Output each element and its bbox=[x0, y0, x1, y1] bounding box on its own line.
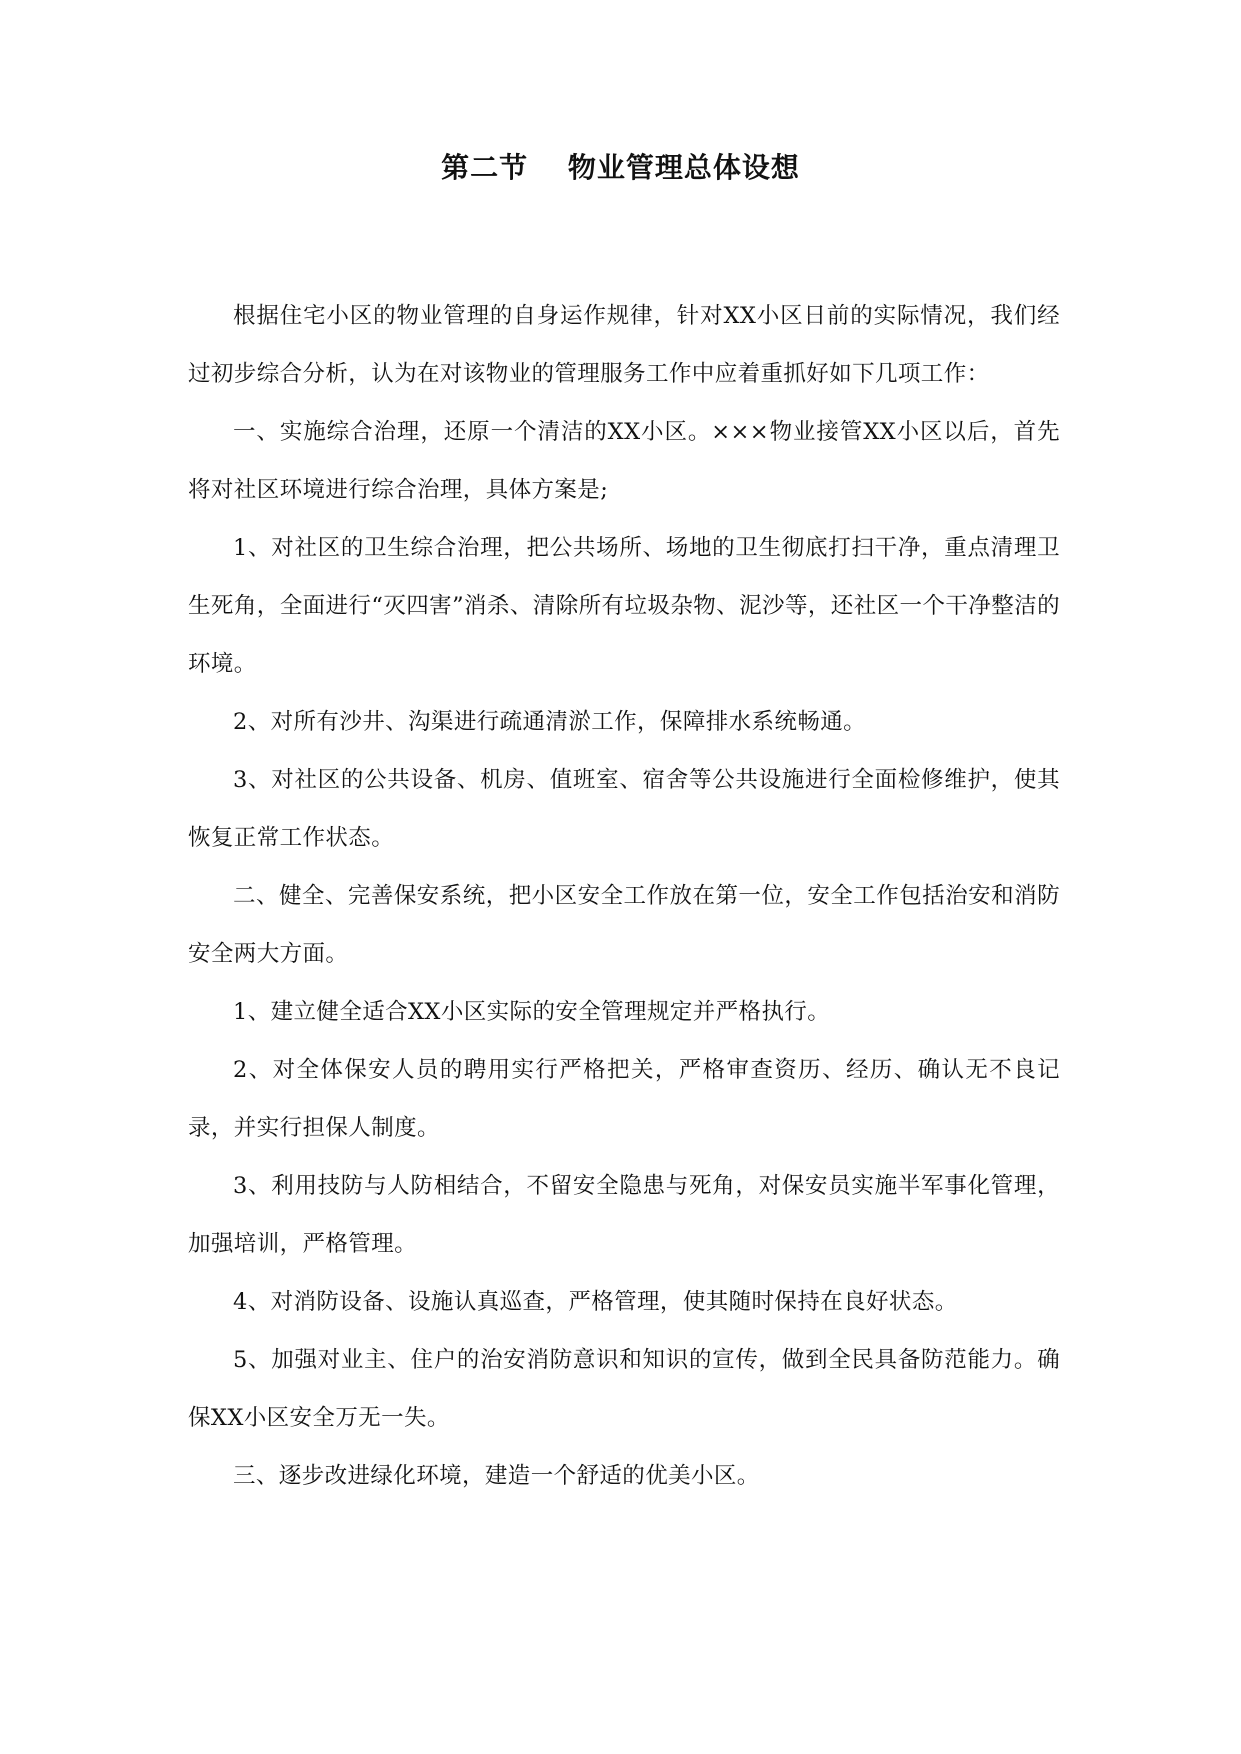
paragraph-item-one: 一、实施综合治理，还原一个清洁的XX小区。×××物业接管XX小区以后，首先将对社区环境进行综合治理，具体方案是; bbox=[188, 419, 1060, 503]
paragraph-item-two-1: 1、建立健全适合XX小区实际的安全管理规定并严格执行。 bbox=[233, 999, 831, 1025]
paragraph-item-three: 三、逐步改进绿化环境，建造一个舒适的优美小区。 bbox=[233, 1463, 760, 1489]
paragraph-item-two-5: 5、加强对业主、住户的治安消防意识和知识的宣传，做到全民具备防范能力。确保XX小区安全万无一失。 bbox=[188, 1347, 1060, 1431]
paragraph-item-one-2: 2、对所有沙井、沟渠进行疏通清淤工作，保障排水系统畅通。 bbox=[233, 709, 867, 735]
paragraph-item-two-2: 2、对全体保安人员的聘用实行严格把关，严格审查资历、经历、确认无不良记录，并实行担保人制度。 bbox=[188, 1057, 1060, 1141]
paragraph-item-one-3: 3、对社区的公共设备、机房、值班室、宿舍等公共设施进行全面检修维护，使其恢复正常工作状态。 bbox=[188, 767, 1060, 851]
document-body bbox=[188, 287, 1060, 1505]
section-title: 第二节 物业管理总体设想 bbox=[441, 151, 800, 184]
paragraph-item-two: 二、健全、完善保安系统，把小区安全工作放在第一位，安全工作包括治安和消防安全两大方面。 bbox=[188, 883, 1060, 967]
paragraph-item-two-3: 3、利用技防与人防相结合，不留安全隐患与死角，对保安员实施半军事化管理，加强培训，严格管理。 bbox=[188, 1173, 1060, 1257]
paragraph-item-one-1: 1、对社区的卫生综合治理，把公共场所、场地的卫生彻底打扫干净，重点清理卫生死角，全面进行“灭四害”消杀、清除所有垃圾杂物、泥沙等，还社区一个干净整洁的环境。 bbox=[188, 535, 1060, 677]
paragraph-intro: 根据住宅小区的物业管理的自身运作规律，针对XX小区日前的实际情况，我们经过初步综合分析，认为在对该物业的管理服务工作中应着重抓好如下几项工作： bbox=[188, 303, 1060, 387]
paragraph-item-two-4: 4、对消防设备、设施认真巡查，严格管理，使其随时保持在良好状态。 bbox=[233, 1289, 958, 1315]
